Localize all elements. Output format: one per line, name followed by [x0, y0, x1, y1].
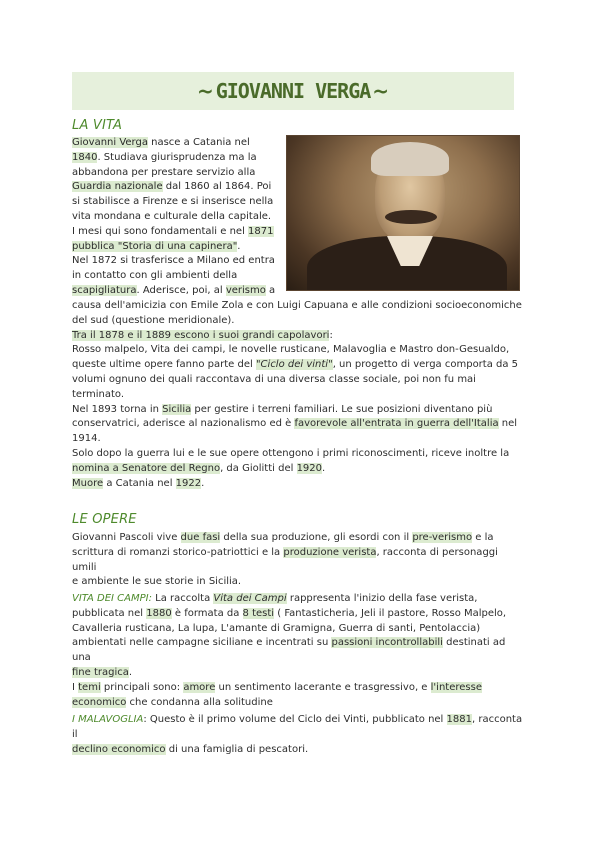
title-band: [72, 72, 514, 110]
text-line: Nel 1872 si trasferisce a Milano ed entra: [72, 255, 275, 267]
page-title: GIOVANNI VERGA: [215, 79, 371, 103]
vita-paragraph: causa dell'amicizia con Emile Zola e con Luigi Capuana e alle condizioni socioeconomiche del sud (questione meridionale). Tra il 1878 e il 1889 escono i suoi grandi capolavori: Rosso malpelo, Vita dei campi, le novelle rusticane, Malavoglia e Mastro don-Gesualdo, queste ultime opere fanno parte del "Ciclo dei vinti", un progetto di verga comporta da 5 volumi ognuno dei quali raccontava di una diversa classe sociale, poi non fu mai terminato. Nel 1893 torna in Sicilia per gestire i terreni familiari. Le sue posizioni diventano più conservatrici, aderisce al nazionalismo ed è favorevole all'entrata in guerra dell'Italia nel 1914. Solo dopo la guerra lui e le sue opere ottengono i primi riconoscimenti, riceve inoltre la nomina a Senatore del Regno, da Giolitti del 1920. Muore a Catania nel 1922.: [72, 300, 522, 489]
subheading-malavoglia: I MALAVOGLIA: [72, 714, 144, 725]
vita-dei-campi-paragraph: VITA DEI CAMPI: La raccolta Vita dei Campi rappresenta l'inizio della fase verista, pubblicata nel 1880 è formata da 8 testi ( Fantasticheria, Jeli il pastore, Rosso Malpelo, Cavalleria rusticana, La lupa, L'amante di Gramigna, Guerra di santi, Pentolaccia) ambientati nelle campagne siciliane e incentrati su passioni incontrollabili destinati ad una fine tragica. I temi principali sono: amore un sentimento lacerante e trasgressivo, e l'interesse economico che condanna alla solitudine: [72, 593, 507, 708]
text-line: 1840. Studiava giurisprudenza ma la: [72, 151, 257, 163]
text-line: scapigliatura. Aderisce, poi, al verismo a: [72, 284, 276, 296]
section-heading-vita: LA VITA: [72, 118, 123, 133]
text-line: pubblica "Storia di una capinera".: [72, 240, 241, 252]
subheading-vita-dei-campi: VITA DEI CAMPI:: [72, 593, 152, 604]
text-line: si stabilisce a Firenze e si inserisce nella: [72, 196, 274, 208]
section-heading-opere: LE OPERE: [72, 512, 137, 527]
title-ornament-left: ~: [196, 79, 214, 103]
intro-column: [72, 136, 282, 299]
text-line: in contatto con gli ambienti della: [72, 270, 238, 282]
malavoglia-paragraph: I MALAVOGLIA: Questo è il primo volume del Ciclo dei Vinti, pubblicato nel 1881, racconta il declino economico di una famiglia di pescatori.: [72, 714, 523, 755]
portrait-photo: [286, 135, 520, 291]
text-line: vita mondana e culturale della capitale.: [72, 210, 272, 222]
title-ornament-right: ~: [372, 79, 390, 103]
text-line: Giovanni Verga nasce a Catania nel: [72, 137, 250, 148]
text-line: Guardia nazionale dal 1860 al 1864. Poi: [72, 181, 272, 193]
text-line: I mesi qui sono fondamentali e nel 1871: [72, 225, 274, 237]
text-line: abbandona per prestare servizio alla: [72, 166, 256, 178]
opere-paragraph: Giovanni Pascoli vive due fasi della sua produzione, gli esordi con il pre-verismo e la scrittura di romanzi storico-patriottici e la produzione verista, racconta di personaggi umili e ambiente le sue storie in Sicilia.: [72, 532, 498, 588]
